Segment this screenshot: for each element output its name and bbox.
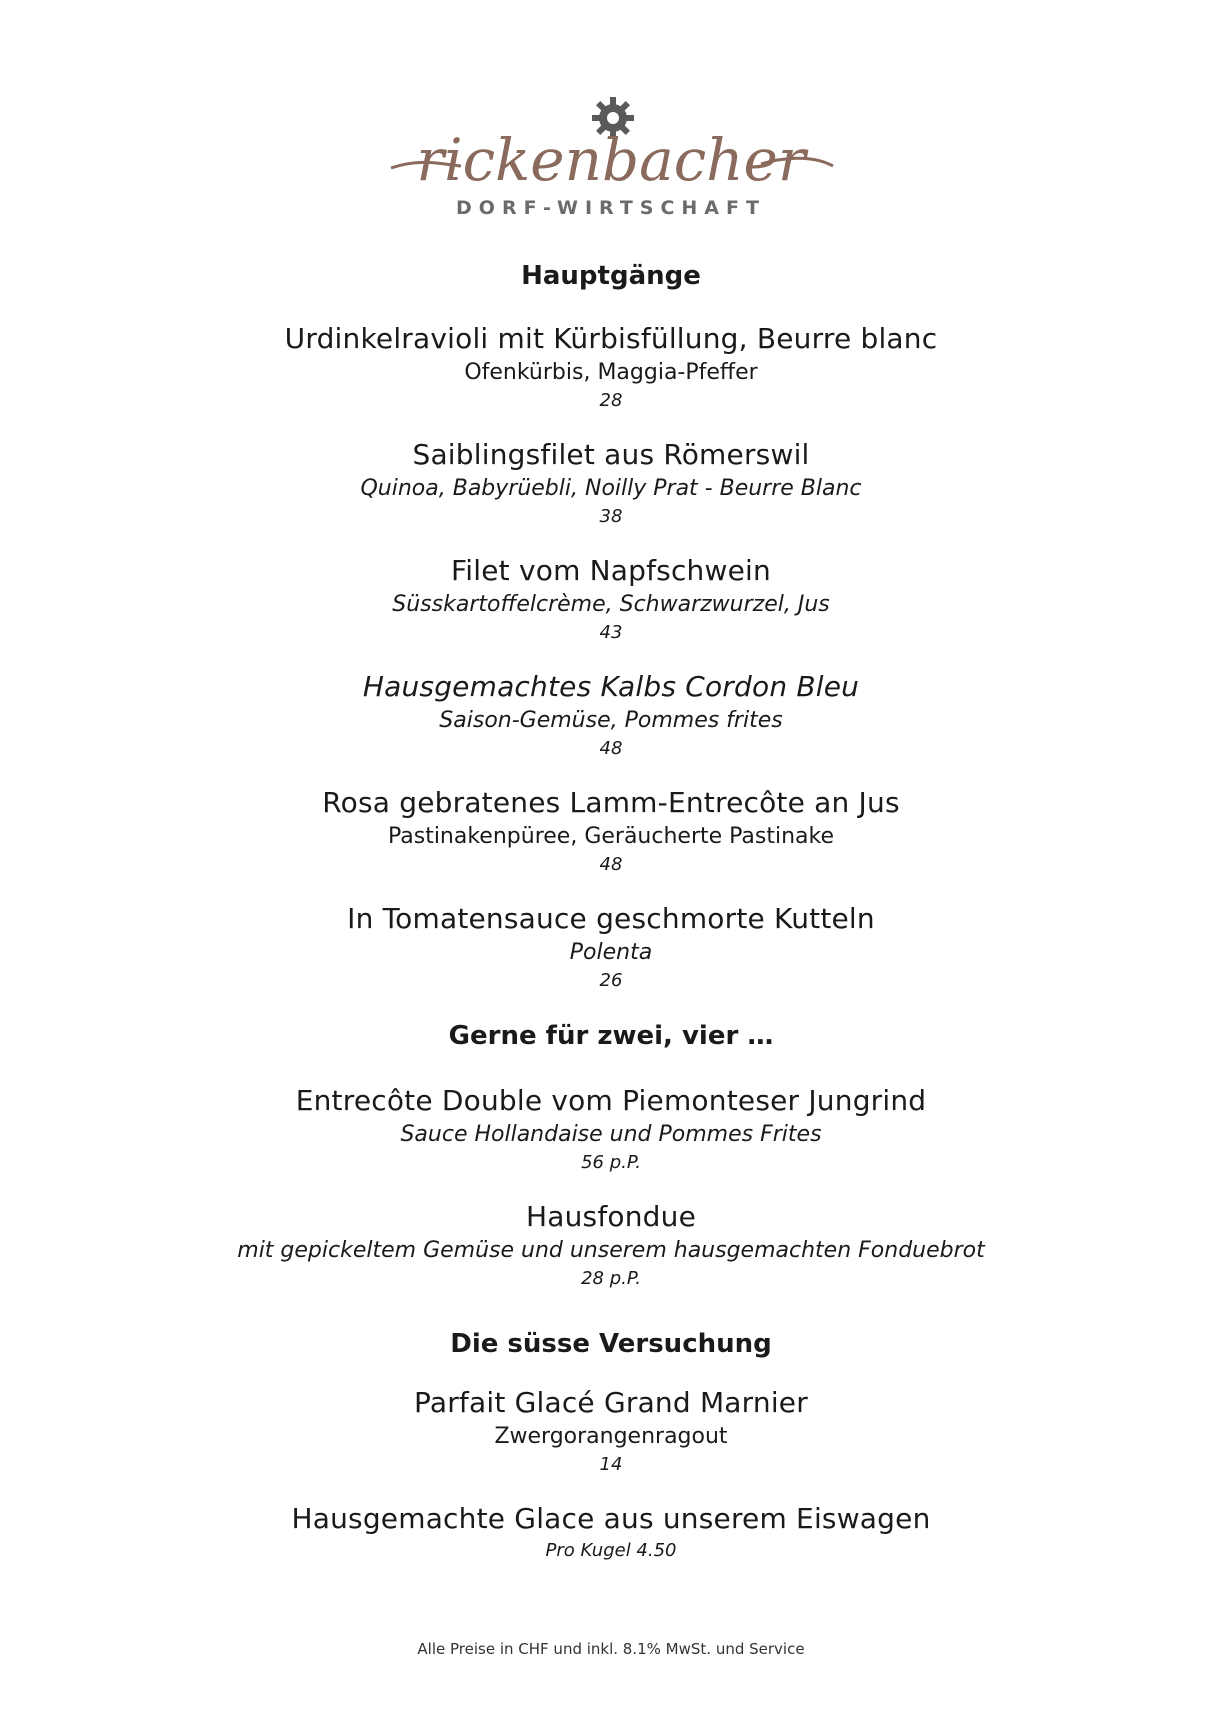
- dish-item: [0, 1500, 1222, 1564]
- dish-price: 43: [599, 622, 623, 643]
- dish-item: [0, 1082, 1222, 1176]
- dish-name: Filet vom Napfschwein: [451, 554, 771, 587]
- dish-description: Süsskartoffelcrème, Schwarzwurzel, Jus: [392, 592, 830, 617]
- dish-description: Sauce Hollandaise und Pommes Frites: [400, 1122, 822, 1147]
- dish-name: Saiblingsfilet aus Römerswil: [412, 438, 810, 471]
- logo-subtitle: DORF-WIRTSCHAFT: [456, 197, 766, 219]
- dish-price: 56 p.P.: [581, 1152, 641, 1173]
- dish-item: [0, 1384, 1222, 1478]
- dish-item: [0, 900, 1222, 994]
- dish-name: Hausgemachte Glace aus unserem Eiswagen: [291, 1502, 931, 1535]
- dish-description: Pro Kugel 4.50: [545, 1540, 677, 1561]
- restaurant-logo: [0, 92, 1222, 232]
- dish-name: Urdinkelravioli mit Kürbisfüllung, Beurre blanc: [284, 322, 938, 355]
- section-title-desserts: Die süsse Versuchung: [450, 1329, 772, 1359]
- dish-name: Hausfondue: [525, 1200, 697, 1233]
- section-title-mains: Hauptgänge: [521, 261, 701, 291]
- dish-item: [0, 1198, 1222, 1292]
- dish-item: [0, 784, 1222, 878]
- dish-name: Hausgemachtes Kalbs Cordon Bleu: [362, 670, 860, 703]
- dish-name: In Tomatensauce geschmorte Kutteln: [347, 902, 875, 935]
- dish-name: Parfait Glacé Grand Marnier: [414, 1386, 808, 1419]
- dish-item: [0, 668, 1222, 762]
- dish-description: Pastinakenpüree, Geräucherte Pastinake: [387, 824, 835, 849]
- menu-content: [0, 258, 1222, 1564]
- dish-price: 28 p.P.: [581, 1268, 641, 1289]
- dish-name: Rosa gebratenes Lamm-Entrecôte an Jus: [322, 786, 900, 819]
- dish-item: [0, 552, 1222, 646]
- dish-description: mit gepickeltem Gemüse und unserem hausgemachten Fonduebrot: [237, 1238, 985, 1263]
- dish-item: [0, 436, 1222, 530]
- dish-description: Zwergorangenragout: [494, 1424, 728, 1449]
- section-title-sharing: Gerne für zwei, vier …: [448, 1021, 774, 1051]
- logo-script-text: rickenbacher: [416, 126, 806, 194]
- dish-price: 28: [599, 390, 623, 411]
- dish-price: 48: [599, 854, 623, 875]
- dish-description: Polenta: [569, 940, 653, 965]
- logo-graphic: [381, 92, 841, 222]
- dish-item: [0, 320, 1222, 414]
- dish-description: Saison-Gemüse, Pommes frites: [439, 708, 783, 733]
- dish-description: Ofenkürbis, Maggia-Pfeffer: [464, 360, 758, 385]
- price-footnote: Alle Preise in CHF und inkl. 8.1% MwSt. und Service: [417, 1640, 805, 1658]
- dish-price: 48: [599, 738, 623, 759]
- dish-price: 26: [599, 970, 623, 991]
- dish-price: 14: [599, 1454, 623, 1475]
- dish-price: 38: [599, 506, 623, 527]
- dish-name: Entrecôte Double vom Piemonteser Jungrind: [295, 1084, 927, 1117]
- dish-description: Quinoa, Babyrüebli, Noilly Prat - Beurre Blanc: [360, 476, 862, 501]
